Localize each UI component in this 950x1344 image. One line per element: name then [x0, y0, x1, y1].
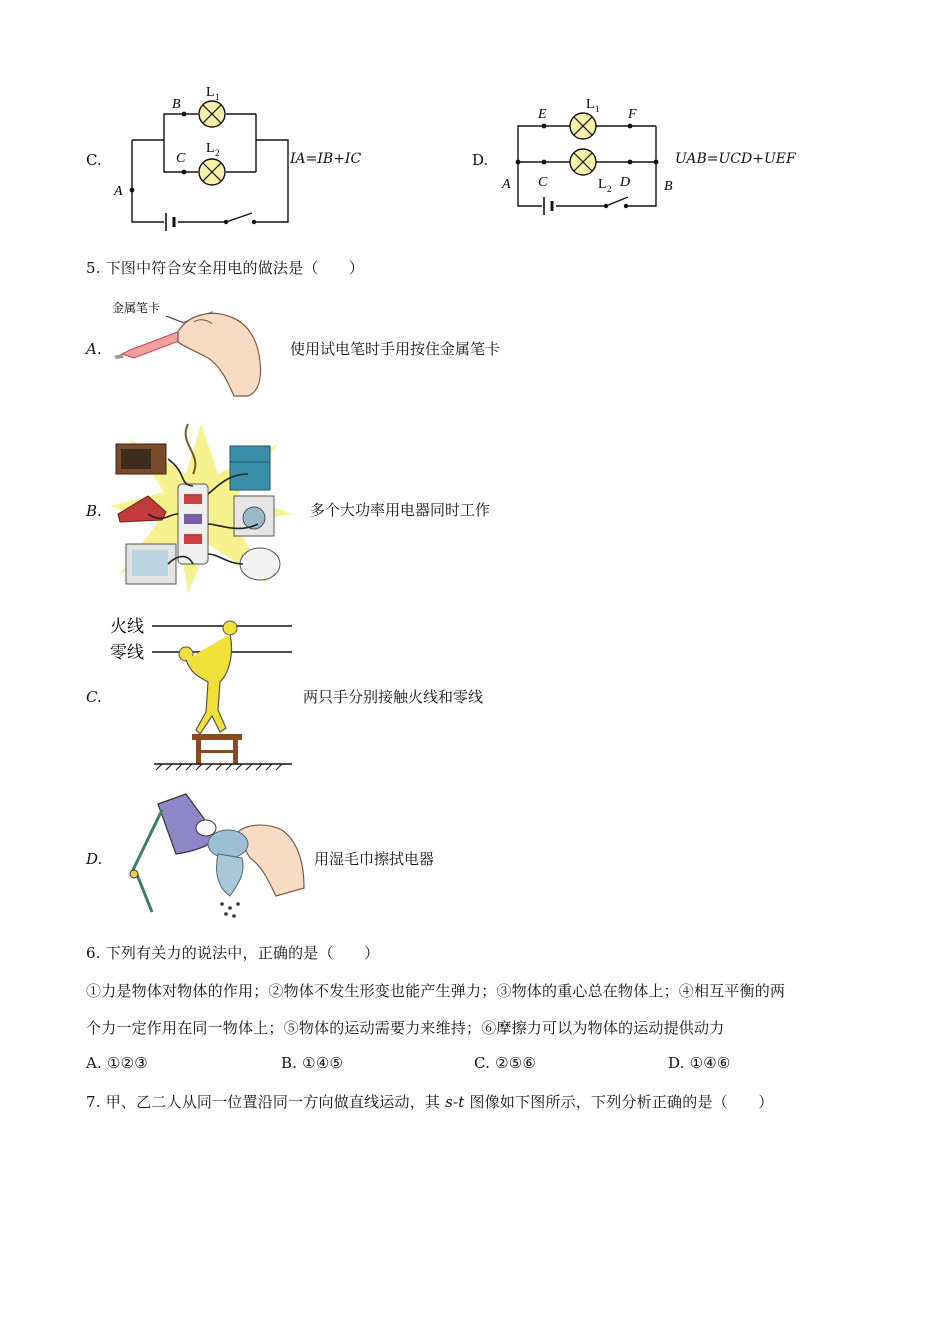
overloaded-socket-image — [108, 414, 294, 598]
bulb-l2-icon — [570, 149, 596, 175]
metal-clip-caption: 金属笔卡 — [112, 301, 161, 315]
q6-choice-b[interactable] — [281, 1054, 343, 1072]
neutral-wire-label: 零线 — [110, 643, 144, 662]
q6-choice-a[interactable] — [86, 1054, 148, 1072]
q5-option-a-text: 使用试电笔时手用按住金属笔卡 — [290, 340, 501, 358]
label-l1-sub: 1 — [595, 104, 600, 114]
question-stem-part-2: 图像如下图所示，下列分析正确的是（ ） — [469, 1093, 774, 1111]
q5-option-d-text: 用湿毛巾擦拭电器 — [314, 850, 435, 868]
battery-icon — [164, 212, 178, 232]
formula-d: UAB=UCD+UEF — [675, 151, 796, 167]
question-number: 6. — [86, 944, 101, 962]
q5-option-a-label[interactable]: A. — [86, 340, 102, 358]
power-strip-icon — [178, 484, 208, 564]
question-number: 5. — [86, 259, 101, 277]
option-c-label: C. — [86, 151, 102, 169]
switch-icon — [604, 197, 628, 208]
washing-machine-icon — [234, 496, 274, 536]
desk-lamp-icon — [130, 794, 218, 912]
label-a: A — [114, 184, 123, 199]
bulb-l1-icon — [570, 113, 596, 139]
live-wire-label: 火线 — [110, 617, 144, 636]
label-l2-sub: 2 — [607, 184, 612, 194]
fridge-icon — [230, 446, 270, 490]
q5-option-d-label[interactable]: D. — [86, 850, 103, 868]
hand-icon — [178, 313, 261, 396]
circuit-diagram-d — [496, 90, 676, 220]
test-pen-image — [108, 292, 278, 397]
stool-icon — [192, 734, 242, 764]
question-5 — [86, 257, 364, 278]
bulb-l1-icon — [199, 101, 225, 127]
label-b: B — [664, 179, 673, 194]
bulb-l2-icon — [199, 159, 225, 185]
rice-cooker-icon — [240, 548, 280, 580]
q5-option-b-text: 多个大功率用电器同时工作 — [310, 501, 491, 519]
q6-choice-d[interactable] — [668, 1054, 731, 1072]
question-stem-part-1: 甲、乙二人从同一位置沿同一方向做直线运动，其 — [105, 1093, 441, 1111]
question-number: 7. — [86, 1093, 101, 1111]
question-7 — [86, 1091, 773, 1112]
choice-label: C. — [474, 1054, 491, 1072]
label-l2: L — [206, 141, 215, 156]
option-d-label: D. — [472, 151, 489, 169]
choice-text: ①④⑤ — [302, 1054, 344, 1072]
live-neutral-wire-image — [106, 612, 296, 774]
question-6 — [86, 942, 379, 963]
switch-icon — [224, 213, 256, 226]
q5-option-c-label[interactable]: C. — [86, 688, 102, 706]
label-l2: L — [598, 177, 607, 192]
person-figure-icon — [179, 621, 237, 734]
question-stem: 下图中符合安全用电的做法是（ ） — [105, 259, 365, 277]
q5-option-c-text: 两只手分别接触火线和零线 — [303, 688, 484, 706]
hand-with-towel-icon — [208, 825, 304, 896]
choice-label: B. — [281, 1054, 298, 1072]
label-l2-sub: 2 — [215, 148, 220, 158]
formula-c: IA=IB+IC — [290, 151, 362, 167]
label-d: D — [620, 175, 631, 190]
label-e: E — [538, 107, 547, 122]
question-stem: 下列有关力的说法中，正确的是（ ） — [105, 944, 380, 962]
choice-label: A. — [86, 1054, 103, 1072]
st-graph-variable: s-t — [445, 1093, 465, 1111]
choice-text: ①④⑥ — [689, 1054, 731, 1072]
label-l1: L — [206, 85, 215, 100]
label-c: C — [538, 175, 548, 190]
choice-text: ①②③ — [106, 1054, 148, 1072]
wet-towel-image — [126, 788, 308, 918]
q6-statements-line-2: 个力一定作用在同一物体上；⑤物体的运动需要力来维持；⑥摩擦力可以为物体的运动提供动力 — [86, 1019, 725, 1037]
label-b: B — [172, 97, 181, 112]
label-l1-sub: 1 — [215, 92, 220, 102]
microwave-icon — [116, 444, 166, 474]
choice-label: D. — [668, 1054, 685, 1072]
q6-statements-line-1: ①力是物体对物体的作用；②物体不发生形变也能产生弹力；③物体的重心总在物体上；④相互平衡的两 — [86, 982, 786, 1000]
label-a: A — [502, 177, 511, 192]
battery-icon — [544, 197, 552, 215]
choice-text: ②⑤⑥ — [495, 1054, 537, 1072]
label-l1: L — [586, 97, 595, 112]
label-f: F — [628, 107, 637, 122]
q5-option-b-label[interactable]: B. — [86, 502, 102, 520]
label-c: C — [176, 151, 186, 166]
q6-choice-c[interactable] — [474, 1054, 536, 1072]
